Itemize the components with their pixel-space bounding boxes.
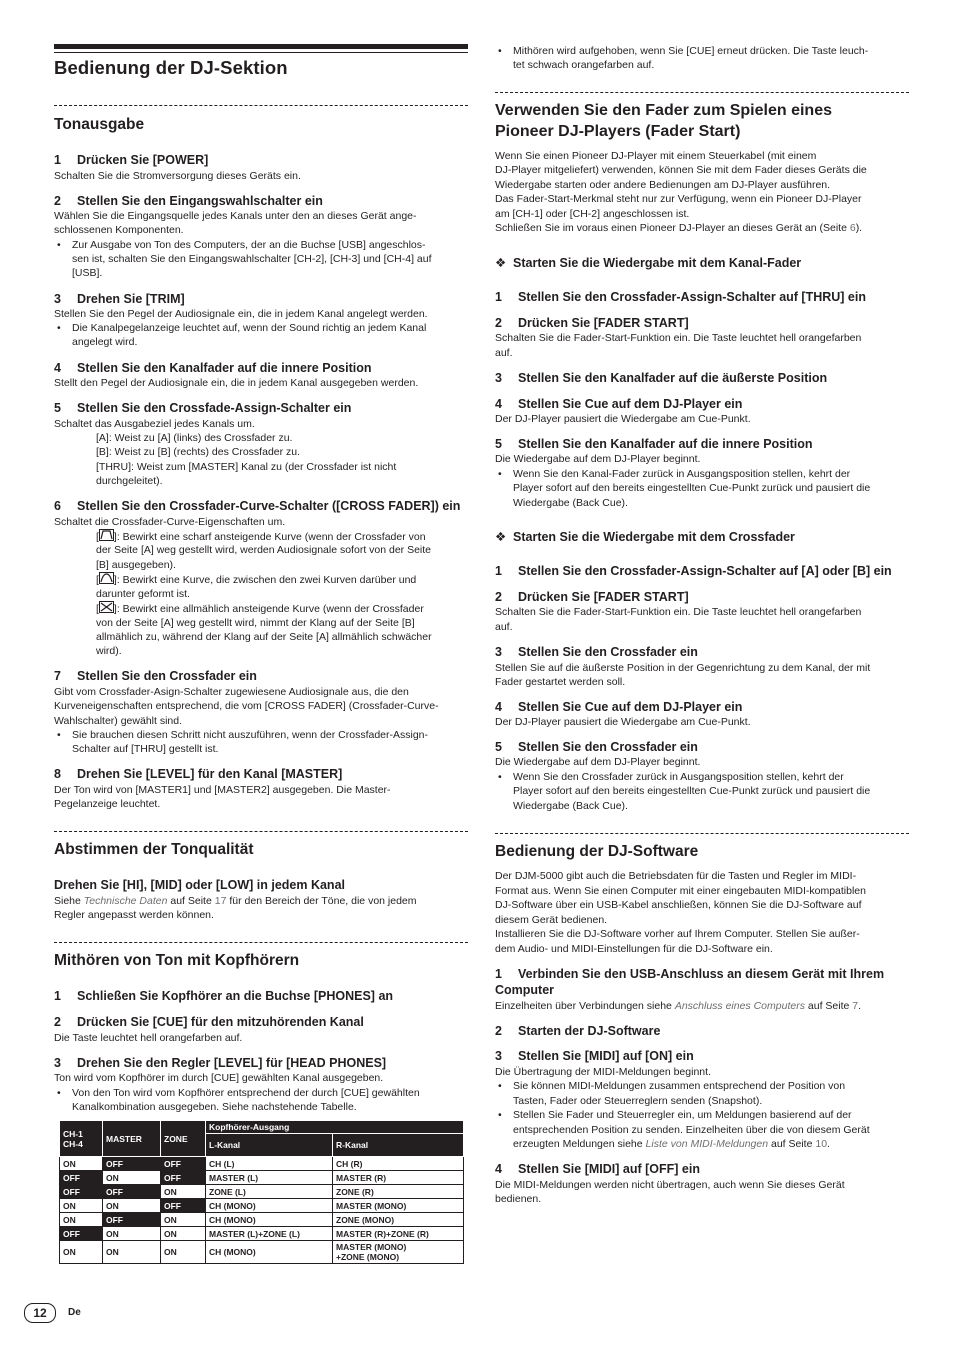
- bullet-item: • Wenn Sie den Crossfader zurück in Ausgangsposition stellen, kehrt der: [495, 770, 844, 785]
- bullet-item: • Zur Ausgabe von Ton des Computers, der an die Buchse [USB] angeschlos-: [54, 238, 426, 253]
- bullet-item: • Von den Ton wird vom Kopfhörer entsprechend der durch [CUE] gewählten: [54, 1086, 420, 1101]
- step-text: Stellen Sie den Pegel der Audiosignale ein, die in jedem Kanal angelegt werden.: [54, 308, 428, 320]
- table-row: [60, 1157, 464, 1171]
- step-text: Regler angepasst werden können.: [54, 909, 214, 921]
- table-cell: MASTER (R): [333, 1171, 464, 1185]
- step-text: Stellt den Pegel der Audiosignale ein, die in jedem Kanal ausgegeben werden.: [54, 377, 419, 389]
- col-header-zone: ZONE: [161, 1121, 206, 1157]
- table-cell: OFF: [60, 1185, 103, 1199]
- step-text: auf.: [495, 347, 513, 359]
- curve-option-sharp: [ ]: Bewirkt eine scharf ansteigende Kurve (wenn der Crossfader von: [96, 531, 426, 543]
- step-title: 3 Drehen Sie [TRIM]: [54, 292, 185, 306]
- para: DJ-Software über ein USB-Kabel anschließen, können Sie die DJ-Software auf: [495, 899, 862, 911]
- col-header-ch: CH-1 CH-4: [60, 1121, 103, 1157]
- table-row: [60, 1241, 464, 1264]
- headphone-output-table: [59, 1120, 464, 1264]
- col-header-r: R-Kanal: [333, 1134, 464, 1157]
- bullet-cont: angelegt wird.: [72, 336, 138, 348]
- table-cell: ON: [103, 1241, 161, 1264]
- step-title: 4 Stellen Sie [MIDI] auf [OFF] ein: [495, 1162, 700, 1176]
- section-heading-tonqualitaet: Abstimmen der Tonqualität: [54, 841, 254, 858]
- bullet-item: • Sie brauchen diesen Schritt nicht auszuführen, wenn der Crossfader-Assign-: [54, 728, 428, 743]
- step-title: 1 Verbinden Sie den USB-Anschluss an diesem Gerät mit Ihrem: [495, 967, 885, 981]
- step-title: 4 Stellen Sie Cue auf dem DJ-Player ein: [495, 397, 743, 411]
- table-row: [60, 1185, 464, 1199]
- diamond-icon: ❖: [495, 256, 507, 270]
- step-text: Der DJ-Player pausiert die Wiedergabe am Cue-Punkt.: [495, 716, 751, 728]
- link-page-6[interactable]: 6: [849, 222, 856, 234]
- table-cell: ON: [161, 1227, 206, 1241]
- step-title: 2 Drücken Sie [FADER START]: [495, 316, 689, 330]
- table-cell: ZONE (L): [206, 1185, 333, 1199]
- bullet-cont: entsprechenden Position zu senden. Einzelheiten über die von diesem Gerät: [513, 1124, 870, 1136]
- bullet-cont: Kanalkombination ausgegeben. Siehe nachstehende Tabelle.: [72, 1101, 357, 1113]
- bullet-cont: Wiedergabe (Back Cue).: [513, 497, 628, 509]
- step-title: 8 Drehen Sie [LEVEL] für den Kanal [MASTER]: [54, 767, 343, 781]
- curve-option-cont: wird).: [96, 645, 122, 657]
- table-cell: ON: [60, 1157, 103, 1171]
- step-title: 4 Stellen Sie den Kanalfader auf die innere Position: [54, 361, 372, 375]
- step-title: 7 Stellen Sie den Crossfader ein: [54, 669, 257, 683]
- table-row: [60, 1213, 464, 1227]
- table-cell: ON: [161, 1241, 206, 1264]
- para: Wenn Sie einen Pioneer DJ-Player mit einem Steuerkabel (mit einem: [495, 150, 817, 162]
- step-title: 3 Stellen Sie den Crossfader ein: [495, 645, 698, 659]
- table-cell: ZONE (R): [333, 1185, 464, 1199]
- bullet-cont: Wiedergabe (Back Cue).: [513, 800, 628, 812]
- step-text: Stellen Sie auf die äußerste Position in der Gegenrichtung zu dem Kanal, der mit: [495, 662, 871, 674]
- section-divider: [54, 105, 468, 106]
- language-code: De: [68, 1307, 81, 1318]
- option-thru: [THRU]: Weist zum [MASTER] Kanal zu (der Crossfader ist nicht: [96, 461, 397, 473]
- step-text: Wählen Sie die Eingangsquelle jedes Kanals unter den an dieses Gerät ange-: [54, 210, 417, 222]
- bullet-cont: Player sofort auf den bereits eingestellten Cue-Punkt zurück und pausiert die: [513, 785, 871, 797]
- step-text: Kurveneigenschaften entsprechend, die vom [CROSS FADER] (Crossfader-Curve-: [54, 700, 439, 712]
- para: Wiedergabe starten oder andere Bedienungen am DJ-Player ausführen.: [495, 179, 831, 191]
- bullet-item: • Mithören wird aufgehoben, wenn Sie [CUE] erneut drücken. Die Taste leuch-: [495, 44, 868, 59]
- table-cell: OFF: [60, 1171, 103, 1185]
- step-title: 1 Stellen Sie den Crossfader-Assign-Schalter auf [A] oder [B] ein: [495, 564, 892, 578]
- table-cell: MASTER (L)+ZONE (L): [206, 1227, 333, 1241]
- step-title: 4 Stellen Sie Cue auf dem DJ-Player ein: [495, 700, 743, 714]
- curve-option-cont: [B] ausgegeben).: [96, 559, 176, 571]
- step-text: Wahlschalter) gewählt sind.: [54, 715, 182, 727]
- step-text: Ton wird vom Kopfhörer im durch [CUE] gewählten Kanal ausgegeben.: [54, 1072, 384, 1084]
- step-text: Der DJ-Player pausiert die Wiedergabe am Cue-Punkt.: [495, 413, 751, 425]
- table-row: [60, 1171, 464, 1185]
- table-cell: ZONE (MONO): [333, 1213, 464, 1227]
- step-title: 1 Drücken Sie [POWER]: [54, 153, 209, 167]
- table-cell: MASTER (R)+ZONE (R): [333, 1227, 464, 1241]
- bullet-cont: sen ist, schalten Sie den Eingangswahlschalter [CH-2], [CH-3] und [CH-4] auf: [72, 253, 432, 265]
- page-number: 12: [24, 1303, 56, 1323]
- bullet-cont: tet schwach orangefarben auf.: [513, 59, 655, 71]
- medium-curve-icon: [99, 572, 114, 584]
- subsection-title: ❖ Starten Sie die Wiedergabe mit dem Kanal-Fader: [495, 256, 802, 270]
- sharp-curve-icon: [99, 529, 114, 541]
- para: am [CH-1] oder [CH-2] angeschlossen ist.: [495, 208, 690, 220]
- para: dem Audio- und MIDI-Einstellungen für die DJ-Software ein.: [495, 943, 773, 955]
- step-title: 3 Stellen Sie [MIDI] auf [ON] ein: [495, 1049, 694, 1063]
- table-cell: ON: [60, 1199, 103, 1213]
- step-text: Die Wiedergabe auf dem DJ-Player beginnt.: [495, 453, 701, 465]
- option-thru-cont: durchgeleitet).: [96, 475, 163, 487]
- step-text: Die MIDI-Meldungen werden nicht übertragen, auch wenn Sie dieses Gerät: [495, 1179, 845, 1191]
- step-title: 6 Stellen Sie den Crossfader-Curve-Schalter ([CROSS FADER]) ein: [54, 499, 461, 513]
- step-title: 2 Starten der DJ-Software: [495, 1024, 661, 1038]
- step-title: 3 Drehen Sie den Regler [LEVEL] für [HEAD PHONES]: [54, 1056, 387, 1070]
- step-title: 2 Drücken Sie [CUE] für den mitzuhörenden Kanal: [54, 1015, 364, 1029]
- step-text: Schalten Sie die Fader-Start-Funktion ein. Die Taste leuchtet hell orangefarben: [495, 606, 862, 618]
- step-text: Schaltet das Ausgabeziel jedes Kanals um.: [54, 418, 255, 430]
- step-text: schlossenen Komponenten.: [54, 224, 184, 236]
- table-row: [60, 1227, 464, 1241]
- section-divider: [54, 942, 468, 943]
- table-cell: OFF: [60, 1227, 103, 1241]
- table-cell: ON: [60, 1241, 103, 1264]
- curve-option-cont: allmählich zu, während der Klang auf der Seite [A] allmählich schwächer: [96, 631, 432, 643]
- para: Installieren Sie die DJ-Software vorher auf Ihrem Computer. Stellen Sie außer-: [495, 928, 860, 940]
- step-title: 5 Stellen Sie den Crossfader ein: [495, 740, 698, 754]
- table-cell: OFF: [103, 1185, 161, 1199]
- table-cell: CH (MONO): [206, 1241, 333, 1264]
- bullet-item: • Sie können MIDI-Meldungen zusammen entsprechend der Position von: [495, 1079, 845, 1094]
- bullet-cont: erzeugten Meldungen siehe Liste von MIDI-Meldungen auf Seite 10.: [513, 1138, 830, 1150]
- section-heading-kopfhoerer: Mithören von Ton mit Kopfhörern: [54, 952, 300, 969]
- step-text: Gibt vom Crossfader-Asign-Schalter zugewiesene Audiosignale aus, die den: [54, 686, 409, 698]
- table-cell: ON: [60, 1213, 103, 1227]
- table-cell: CH (MONO): [206, 1199, 333, 1213]
- link-anschluss-computer[interactable]: Anschluss eines Computers: [674, 1000, 805, 1012]
- link-midi-liste[interactable]: Liste von MIDI-Meldungen: [645, 1138, 769, 1150]
- para: Das Fader-Start-Merkmal steht nur zur Verfügung, wenn ein Pioneer DJ-Player: [495, 193, 862, 205]
- bullet-item: • Die Kanalpegelanzeige leuchtet auf, wenn der Sound richtig an jedem Kanal: [54, 321, 426, 336]
- option-a: [A]: Weist zu [A] (links) des Crossfader zu.: [96, 432, 293, 444]
- step-title: 1 Schließen Sie Kopfhörer an die Buchse [PHONES] an: [54, 989, 394, 1003]
- col-header-master: MASTER: [103, 1121, 161, 1157]
- diamond-icon: ❖: [495, 530, 507, 544]
- step-title-cont: Computer: [495, 983, 555, 997]
- step-text: Der Ton wird von [MASTER1] und [MASTER2] ausgegeben. Die Master-: [54, 784, 391, 796]
- curve-option-cont: darunter geformt ist.: [96, 588, 190, 600]
- section-heading-fader-start: Verwenden Sie den Fader zum Spielen eines Pioneer DJ-Players (Fader Start): [495, 102, 832, 140]
- para: Format aus. Wenn Sie einen Computer mit einer eingebauten MIDI-kompatiblen: [495, 885, 866, 897]
- table-cell: ON: [103, 1171, 161, 1185]
- section-divider: [54, 831, 468, 832]
- link-technische-daten[interactable]: Technische Daten: [83, 895, 168, 907]
- step-text: Pegelanzeige leuchtet.: [54, 798, 161, 810]
- section-divider: [495, 833, 909, 834]
- bullet-item: • Stellen Sie Fader und Steuerregler ein, um Meldungen basierend auf der: [495, 1108, 852, 1123]
- step-title: Drehen Sie [HI], [MID] oder [LOW] in jedem Kanal: [54, 878, 345, 892]
- table-cell: CH (R): [333, 1157, 464, 1171]
- para: Der DJM-5000 gibt auch die Betriebsdaten für die Tasten und Regler im MIDI-: [495, 870, 857, 882]
- step-text: Schalten Sie die Fader-Start-Funktion ein. Die Taste leuchtet hell orangefarben: [495, 332, 862, 344]
- table-row: [60, 1199, 464, 1213]
- bullet-cont: [USB].: [72, 267, 103, 279]
- step-title: 5 Stellen Sie den Crossfade-Assign-Schalter ein: [54, 401, 352, 415]
- step-text: Siehe Technische Daten auf Seite 17 für den Bereich der Töne, die von jedem: [54, 895, 417, 907]
- table-cell: OFF: [103, 1157, 161, 1171]
- step-title: 1 Stellen Sie den Crossfader-Assign-Schalter auf [THRU] ein: [495, 290, 866, 304]
- step-title: 5 Stellen Sie den Kanalfader auf die innere Position: [495, 437, 813, 451]
- bullet-cont: Player sofort auf den bereits eingestellten Cue-Punkt zurück und pausiert die: [513, 482, 871, 494]
- step-text: Fader gestartet werden soll.: [495, 676, 626, 688]
- table-cell: OFF: [161, 1199, 206, 1213]
- para: DJ-Player mitgeliefert) verwenden, können Sie mit dem Fader dieses Geräts die: [495, 164, 867, 176]
- curve-option-mid: [ ]: Bewirkt eine Kurve, die zwischen den zwei Kurven darüber und: [96, 574, 417, 586]
- section-heading-software: Bedienung der DJ-Software: [495, 843, 699, 860]
- curve-option-cont: der Seite [A] weg gestellt wird, werden Audiosignale sofort von der Seite: [96, 544, 432, 556]
- step-text: Die Taste leuchtet hell orangefarben auf.: [54, 1032, 243, 1044]
- table-cell: MASTER (MONO) +ZONE (MONO): [333, 1241, 464, 1264]
- table-cell: CH (L): [206, 1157, 333, 1171]
- step-text: Schaltet die Crossfader-Curve-Eigenschaften um.: [54, 516, 286, 528]
- step-title: 2 Stellen Sie den Eingangswahlschalter ein: [54, 194, 323, 208]
- table-cell: MASTER (MONO): [333, 1199, 464, 1213]
- table-cell: OFF: [103, 1213, 161, 1227]
- title-rule: [54, 44, 468, 53]
- page-title: Bedienung der DJ-Sektion: [54, 57, 288, 78]
- section-divider: [495, 92, 909, 93]
- gradual-curve-icon: [99, 601, 114, 613]
- table-cell: ON: [103, 1227, 161, 1241]
- step-text: auf.: [495, 621, 513, 633]
- bullet-cont: Schalter auf [THRU] gestellt ist.: [72, 743, 219, 755]
- step-text: Die Übertragung der MIDI-Meldungen beginnt.: [495, 1066, 711, 1078]
- bullet-cont: Tasten, Fader oder Steuerreglern senden (Snapshot).: [513, 1095, 763, 1107]
- step-text: Einzelheiten über Verbindungen siehe Anschluss eines Computers auf Seite 7.: [495, 1000, 862, 1012]
- curve-option-cont: von der Seite [A] weg gestellt wird, nimmt der Klang auf der Seite [B]: [96, 617, 415, 629]
- step-text: Schalten Sie die Stromversorgung dieses Geräts ein.: [54, 170, 301, 182]
- col-header-output: Kopfhörer-Ausgang: [206, 1121, 464, 1134]
- step-text: Die Wiedergabe auf dem DJ-Player beginnt.: [495, 756, 701, 768]
- option-b: [B]: Weist zu [B] (rechts) des Crossfader zu.: [96, 446, 301, 458]
- curve-option-gradual: [ ]: Bewirkt eine allmählich ansteigende Kurve (wenn der Crossfader: [96, 603, 424, 615]
- table-cell: CH (MONO): [206, 1213, 333, 1227]
- table-cell: ON: [161, 1213, 206, 1227]
- table-cell: ON: [161, 1185, 206, 1199]
- col-header-l: L-Kanal: [206, 1134, 333, 1157]
- step-text: bedienen.: [495, 1193, 542, 1205]
- step-title: 2 Drücken Sie [FADER START]: [495, 590, 689, 604]
- subsection-title: ❖ Starten Sie die Wiedergabe mit dem Crossfader: [495, 530, 795, 544]
- para: diesem Gerät bedienen.: [495, 914, 608, 926]
- table-cell: OFF: [161, 1157, 206, 1171]
- table-cell: ON: [103, 1199, 161, 1213]
- section-heading-tonausgabe: Tonausgabe: [54, 116, 145, 133]
- step-title: 3 Stellen Sie den Kanalfader auf die äußerste Position: [495, 371, 828, 385]
- table-cell: OFF: [161, 1171, 206, 1185]
- para: Schließen Sie im voraus einen Pioneer DJ-Player an dieses Gerät an (Seite 6).: [495, 222, 863, 234]
- bullet-item: • Wenn Sie den Kanal-Fader zurück in Ausgangsposition stellen, kehrt der: [495, 467, 850, 482]
- table-cell: MASTER (L): [206, 1171, 333, 1185]
